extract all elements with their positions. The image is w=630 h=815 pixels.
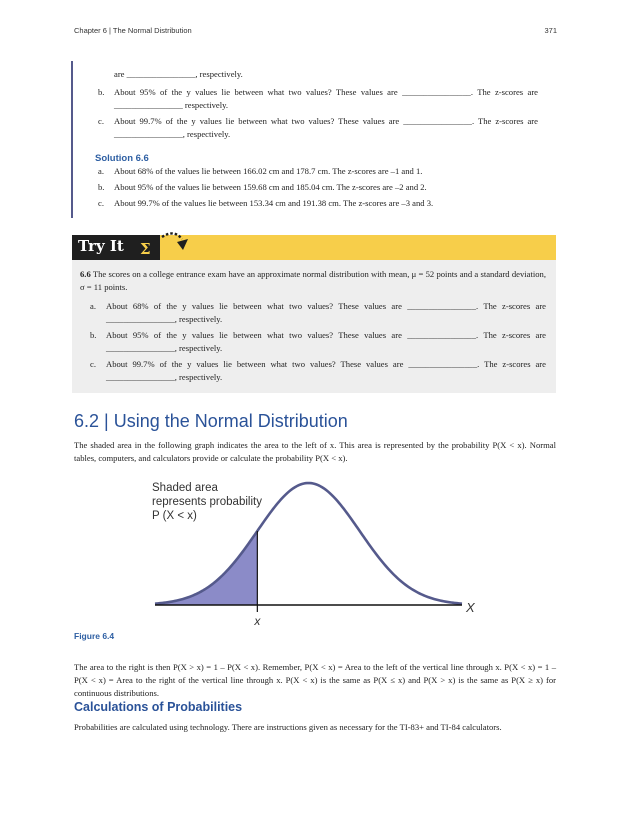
shaded-area (155, 531, 257, 605)
try-it-tab (72, 235, 160, 260)
solution-item-c (98, 197, 538, 210)
axis-label: X (466, 600, 475, 615)
figure-label: Figure 6.4 (74, 631, 115, 641)
solution-item-a (98, 165, 538, 178)
try-it-label: Try It (78, 237, 124, 255)
sigma-icon (138, 238, 156, 258)
page-number: 371 (544, 26, 557, 35)
item-label: c. (90, 359, 96, 369)
section-intro: The shaded area in the following graph indicates the area to the left of x. This area is represented by the probability P(X < x). Normal tables, computers, and calculators provide or calculate the probability P(X < x). (74, 440, 556, 463)
item-text: About 95% of the y values lie between what two values? These values are ________________. The z-scores are ________________ respectively. (114, 87, 538, 110)
item-label: b. (98, 182, 105, 192)
try-it-number: 6.6 (80, 269, 91, 279)
item-text: About 68% of the y values lie between what two values? These values are ________________. The z-scores are ________________, respectively. (106, 301, 546, 324)
item-label: b. (98, 87, 105, 97)
item-text: About 68% of the values lie between 166.02 cm and 178.7 cm. The z-scores are –1 and 1. (114, 166, 423, 176)
item-label: a. (98, 166, 104, 176)
solution-item-b (98, 181, 538, 194)
try-it-item-c (90, 358, 546, 384)
item-text: About 95% of the y values lie between what two values? These values are ________________. The z-scores are ________________, respectively. (106, 330, 546, 353)
item-label: c. (98, 198, 104, 208)
annotation-line-2: represents probability (152, 496, 262, 508)
try-it-item-a (90, 300, 546, 326)
calc-paragraph: Probabilities are calculated using technology. There are instructions given as necessary for the TI-83+ and TI-84 calculators. (74, 722, 502, 732)
x-marker-label: x (254, 614, 261, 628)
running-header-chapter: Chapter 6 | The Normal Distribution (74, 26, 192, 35)
item-label: a. (90, 301, 96, 311)
section-title: 6.2 | Using the Normal Distribution (74, 411, 348, 431)
try-it-box (72, 260, 556, 393)
annotation-line-1: Shaded area (152, 482, 218, 494)
example-side-bar (71, 61, 73, 218)
arrow-icon (158, 229, 192, 259)
paragraph-area-right: The area to the right is then P(X > x) = 1 – P(X < x). Remember, P(X < x) = Area to the left of the vertical line through x. P(X < x) = 1 – P(X < x) = Area to the right of the vertical line through x. P(X < x) is the same as P(X ≤ x) and P(X > x) is the same as P(X ≥ x) for continuous distributions. (74, 662, 556, 698)
item-text: About 99.7% of the values lie between 153.34 cm and 191.38 cm. The z-scores are –3 and 3. (114, 198, 434, 208)
exercise-item-b (98, 86, 538, 112)
svg-text:Σ: Σ (140, 240, 151, 258)
exercise-continuation: are ________________, respectively. (114, 69, 243, 79)
try-it-item-b (90, 329, 546, 355)
normal-distribution-figure (140, 475, 490, 630)
item-text: About 99.7% of the y values lie between what two values? These values are ________________. The z-scores are ________________, respectively. (114, 116, 538, 139)
item-text: About 99.7% of the y values lie between what two values? These values are ________________. The z-scores are ________________, respectively. (106, 359, 546, 382)
item-label: b. (90, 330, 97, 340)
solution-title: Solution 6.6 (95, 153, 149, 164)
subsection-title: Calculations of Probabilities (74, 700, 243, 714)
try-it-intro-text: The scores on a college entrance exam have an approximate normal distribution with mean, μ = 52 points and a standard deviation, σ = 11 points. (80, 269, 546, 292)
exercise-item-c (98, 115, 538, 141)
item-text: About 95% of the values lie between 159.68 cm and 185.04 cm. The z-scores are –2 and 2. (114, 182, 427, 192)
try-it-banner (72, 235, 556, 260)
item-label: c. (98, 116, 104, 126)
try-it-intro (80, 268, 546, 294)
annotation-line-3: P (X < x) (152, 510, 197, 522)
